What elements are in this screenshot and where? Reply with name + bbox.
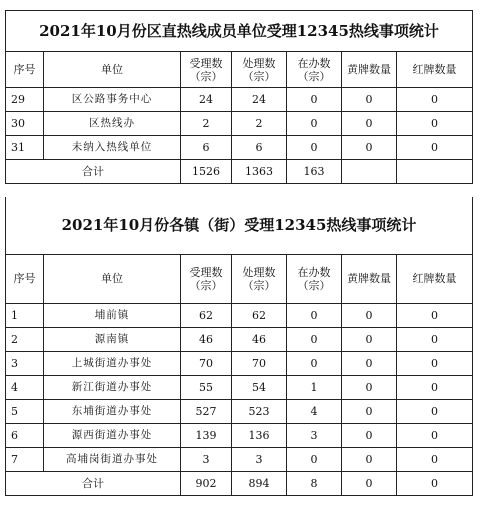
row-yellow: 0: [342, 112, 397, 136]
row-inprogress: 1: [287, 375, 342, 399]
row-no: 31: [6, 136, 44, 160]
header-yellow: 黄牌数量: [342, 254, 397, 303]
total-yellow: 0: [342, 471, 397, 495]
header-accepted: 受理数 （宗）: [181, 254, 232, 303]
row-unit: 高埔岗街道办事处: [44, 447, 181, 471]
total-row: [6, 160, 473, 184]
total-label: 合计: [6, 471, 181, 495]
header-yellow: 黄牌数量: [342, 52, 397, 88]
row-processed: 46: [232, 327, 287, 351]
row-no: 3: [6, 351, 44, 375]
row-unit: 区热线办: [44, 112, 181, 136]
row-accepted: 3: [181, 447, 232, 471]
row-unit: 埔前镇: [44, 303, 181, 327]
row-accepted: 6: [181, 136, 232, 160]
header-no: 序号: [6, 254, 44, 303]
header-red: 红牌数量: [397, 52, 473, 88]
table-row: [6, 399, 473, 423]
total-red: [397, 160, 473, 184]
row-inprogress: 4: [287, 399, 342, 423]
row-inprogress: 0: [287, 136, 342, 160]
row-red: 0: [397, 375, 473, 399]
total-accepted: 902: [181, 471, 232, 495]
table-1: [5, 10, 473, 184]
row-no: 5: [6, 399, 44, 423]
table-row: [6, 112, 473, 136]
table-row: [6, 327, 473, 351]
row-processed: 136: [232, 423, 287, 447]
row-processed: 2: [232, 112, 287, 136]
table-row: [6, 88, 473, 112]
table-row: [6, 423, 473, 447]
row-unit: 未纳入热线单位: [44, 136, 181, 160]
row-unit: 新江街道办事处: [44, 375, 181, 399]
row-accepted: 527: [181, 399, 232, 423]
total-processed: 894: [232, 471, 287, 495]
row-no: 2: [6, 327, 44, 351]
row-unit: 上城街道办事处: [44, 351, 181, 375]
row-accepted: 139: [181, 423, 232, 447]
row-processed: 24: [232, 88, 287, 112]
row-yellow: 0: [342, 303, 397, 327]
row-yellow: 0: [342, 327, 397, 351]
table-2-title: 2021年10月份各镇（街）受理12345热线事项统计: [6, 197, 473, 254]
row-red: 0: [397, 112, 473, 136]
row-accepted: 70: [181, 351, 232, 375]
header-no: 序号: [6, 52, 44, 88]
row-unit: 区公路事务中心: [44, 88, 181, 112]
header-unit: 单位: [44, 52, 181, 88]
row-red: 0: [397, 327, 473, 351]
row-red: 0: [397, 447, 473, 471]
row-yellow: 0: [342, 88, 397, 112]
row-accepted: 24: [181, 88, 232, 112]
total-inprogress: 8: [287, 471, 342, 495]
total-accepted: 1526: [181, 160, 232, 184]
total-inprogress: 163: [287, 160, 342, 184]
row-processed: 70: [232, 351, 287, 375]
table-row: [6, 375, 473, 399]
row-yellow: 0: [342, 399, 397, 423]
row-processed: 3: [232, 447, 287, 471]
row-red: 0: [397, 351, 473, 375]
total-red: 0: [397, 471, 473, 495]
total-processed: 1363: [232, 160, 287, 184]
row-yellow: 0: [342, 351, 397, 375]
total-label: 合计: [6, 160, 181, 184]
row-red: 0: [397, 303, 473, 327]
row-inprogress: 0: [287, 351, 342, 375]
row-no: 7: [6, 447, 44, 471]
row-red: 0: [397, 399, 473, 423]
header-inprogress: 在办数 （宗）: [287, 52, 342, 88]
row-yellow: 0: [342, 136, 397, 160]
row-unit: 源西街道办事处: [44, 423, 181, 447]
header-inprogress: 在办数 （宗）: [287, 254, 342, 303]
row-red: 0: [397, 136, 473, 160]
row-inprogress: 0: [287, 112, 342, 136]
row-accepted: 46: [181, 327, 232, 351]
row-accepted: 62: [181, 303, 232, 327]
row-unit: 东埔街道办事处: [44, 399, 181, 423]
row-no: 30: [6, 112, 44, 136]
header-processed: 处理数 （宗）: [232, 254, 287, 303]
row-accepted: 2: [181, 112, 232, 136]
row-no: 1: [6, 303, 44, 327]
row-yellow: 0: [342, 423, 397, 447]
table-row: [6, 351, 473, 375]
table-row: [6, 303, 473, 327]
table-2: [5, 197, 473, 496]
row-processed: 62: [232, 303, 287, 327]
row-yellow: 0: [342, 375, 397, 399]
table-row: [6, 447, 473, 471]
row-red: 0: [397, 88, 473, 112]
table-row: [6, 136, 473, 160]
total-yellow: [342, 160, 397, 184]
row-accepted: 55: [181, 375, 232, 399]
header-accepted: 受理数 （宗）: [181, 52, 232, 88]
row-inprogress: 0: [287, 303, 342, 327]
header-red: 红牌数量: [397, 254, 473, 303]
row-inprogress: 0: [287, 327, 342, 351]
row-red: 0: [397, 423, 473, 447]
row-no: 6: [6, 423, 44, 447]
table-1-title: 2021年10月份区直热线成员单位受理12345热线事项统计: [6, 11, 473, 52]
row-unit: 源南镇: [44, 327, 181, 351]
row-processed: 6: [232, 136, 287, 160]
row-inprogress: 0: [287, 88, 342, 112]
header-processed: 处理数 （宗）: [232, 52, 287, 88]
row-inprogress: 3: [287, 423, 342, 447]
row-no: 4: [6, 375, 44, 399]
row-processed: 523: [232, 399, 287, 423]
total-row: [6, 471, 473, 495]
row-no: 29: [6, 88, 44, 112]
row-yellow: 0: [342, 447, 397, 471]
row-inprogress: 0: [287, 447, 342, 471]
header-unit: 单位: [44, 254, 181, 303]
row-processed: 54: [232, 375, 287, 399]
